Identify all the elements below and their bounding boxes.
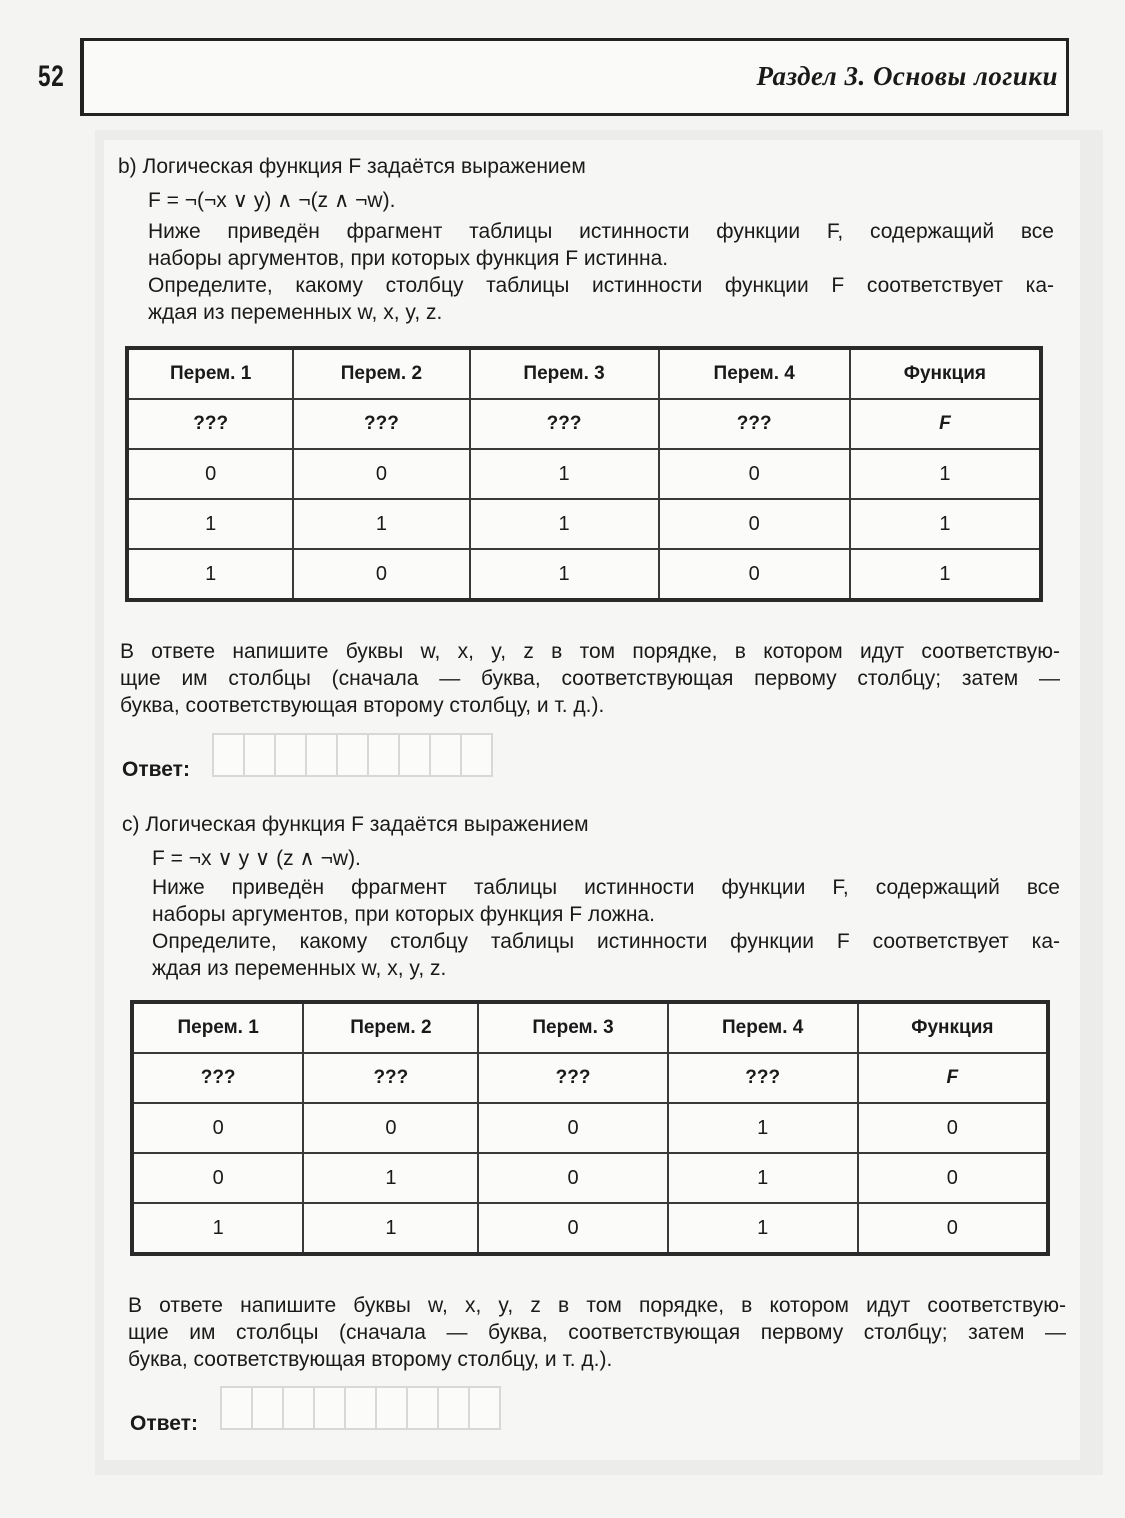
table-cell: 1 [470,449,659,499]
table-cell: 0 [659,549,850,600]
task-b-intro [118,154,586,180]
section-title: Раздел 3. Основы логики [756,61,1058,91]
task-c-answer-field[interactable] [220,1386,499,1430]
table-cell: 1 [668,1153,858,1203]
table-cell: 1 [470,499,659,549]
task-c-formula: F = ¬x ∨ y ∨ (z ∧ ¬w). [152,847,361,870]
task-b-intro-text: Логическая функция F задаётся выражением [142,155,586,178]
task-b-desc-line-3: Определите, какому столбцу таблицы истинности функции F соответствует ка- [148,274,1054,297]
answer-cell[interactable] [251,1386,284,1430]
task-b-description [148,218,1054,326]
label-cell: F [858,1053,1048,1103]
label-cell: ??? [668,1053,858,1103]
task-c-desc-line-1: Ниже приведён фрагмент таблицы истинности функции F, содержащий все [152,876,1060,899]
answer-cell[interactable] [375,1386,408,1430]
answer-cell[interactable] [282,1386,315,1430]
table-cell: 1 [850,449,1041,499]
label-cell: ??? [127,399,293,449]
answer-cell[interactable] [336,733,369,777]
task-b-desc-line-4: ждая из переменных w, x, y, z. [148,301,443,324]
header-cell: Перем. 1 [132,1002,303,1053]
answer-cell[interactable] [468,1386,501,1430]
header-cell: Функция [850,348,1041,399]
header-cell: Перем. 2 [303,1002,478,1053]
answer-cell[interactable] [460,733,493,777]
table-cell: 1 [293,499,469,549]
header-cell: Функция [858,1002,1048,1053]
answer-cell[interactable] [212,733,245,777]
header-cell: Перем. 3 [470,348,659,399]
task-c-desc-line-3: Определите, какому столбцу таблицы истинности функции F соответствует ка- [152,930,1060,953]
table-header-row [127,348,1041,399]
table-row [127,449,1041,499]
task-c-marker: c) [122,813,140,836]
label-cell: ??? [659,399,850,449]
table-cell: 1 [850,549,1041,600]
section-header [80,38,1069,116]
label-cell: ??? [478,1053,667,1103]
table-cell: 0 [478,1103,667,1153]
table-cell: 0 [858,1153,1048,1203]
answer-cell[interactable] [344,1386,377,1430]
answer-cell[interactable] [274,733,307,777]
table-row [132,1203,1048,1254]
task-b-formula: F = ¬(¬x ∨ y) ∧ ¬(z ∧ ¬w). [148,189,396,212]
task-c-desc-line-2: наборы аргументов, при которых функция F ложна. [152,903,655,926]
table-cell: 0 [858,1103,1048,1153]
task-c-answer-line-1: В ответе напишите буквы w, x, y, z в том порядке, в котором идут соответствую- [128,1294,1066,1317]
table-cell: 1 [470,549,659,600]
table-cell: 0 [478,1153,667,1203]
answer-cell[interactable] [243,733,276,777]
table-label-row [127,399,1041,449]
task-b-answer-instructions [120,638,1060,719]
table-cell: 0 [132,1103,303,1153]
answer-cell[interactable] [220,1386,253,1430]
table-cell: 0 [858,1203,1048,1254]
task-b-desc-line-2: наборы аргументов, при которых функция F истинна. [148,247,669,270]
task-c-truth-table [130,1000,1050,1256]
table-row [127,499,1041,549]
task-b-answer-line-1: В ответе напишите буквы w, x, y, z в том порядке, в котором идут соответствую- [120,640,1060,663]
table-cell: 1 [303,1203,478,1254]
table-cell: 0 [293,449,469,499]
label-cell: ??? [303,1053,478,1103]
table-header-row [132,1002,1048,1053]
answer-cell[interactable] [367,733,400,777]
table-cell: 0 [127,449,293,499]
task-c-answer-label: Ответ: [130,1412,198,1435]
task-c-answer-line-2: щие им столбцы (сначала — буква, соответствующая первому столбцу; затем — [128,1321,1066,1344]
answer-cell[interactable] [406,1386,439,1430]
header-cell: Перем. 4 [659,348,850,399]
answer-cell[interactable] [398,733,431,777]
label-cell: ??? [132,1053,303,1103]
header-cell: Перем. 2 [293,348,469,399]
table-label-row [132,1053,1048,1103]
answer-cell[interactable] [305,733,338,777]
page-number: 52 [38,60,65,93]
table-cell: 1 [127,499,293,549]
task-b-truth-table [125,346,1043,602]
task-c-answer-instructions [128,1292,1066,1373]
table-cell: 1 [850,499,1041,549]
answer-cell[interactable] [429,733,462,777]
task-b-answer-line-2: щие им столбцы (сначала — буква, соответствующая первому столбцу; затем — [120,667,1060,690]
task-c-intro-text: Логическая функция F задаётся выражением [145,813,589,836]
inner-panel [104,140,1080,1460]
label-cell: ??? [470,399,659,449]
table-cell: 1 [303,1153,478,1203]
task-b-marker: b) [118,155,137,178]
table-cell: 0 [293,549,469,600]
task-b-answer-field[interactable] [212,733,491,777]
task-c-desc-line-4: ждая из переменных w, x, y, z. [152,957,447,980]
task-c-intro [122,812,589,838]
table-row [127,549,1041,600]
label-cell: ??? [293,399,469,449]
table-cell: 0 [303,1103,478,1153]
task-b-answer-line-3: буква, соответствующая второму столбцу, и т. д.). [120,694,605,717]
table-cell: 0 [478,1203,667,1254]
table-row [132,1153,1048,1203]
answer-cell[interactable] [313,1386,346,1430]
table-cell: 0 [659,449,850,499]
table-cell: 1 [668,1203,858,1254]
task-b-desc-line-1: Ниже приведён фрагмент таблицы истинности функции F, содержащий все [148,220,1054,243]
table-cell: 0 [659,499,850,549]
answer-cell[interactable] [437,1386,470,1430]
table-cell: 1 [668,1103,858,1153]
task-c-answer-line-3: буква, соответствующая второму столбцу, и т. д.). [128,1348,613,1371]
task-b-answer-label: Ответ: [122,758,190,781]
label-cell: F [850,399,1041,449]
table-cell: 0 [132,1153,303,1203]
task-c-description [152,874,1060,982]
table-cell: 1 [127,549,293,600]
table-row [132,1103,1048,1153]
header-cell: Перем. 4 [668,1002,858,1053]
header-cell: Перем. 3 [478,1002,667,1053]
header-cell: Перем. 1 [127,348,293,399]
table-cell: 1 [132,1203,303,1254]
